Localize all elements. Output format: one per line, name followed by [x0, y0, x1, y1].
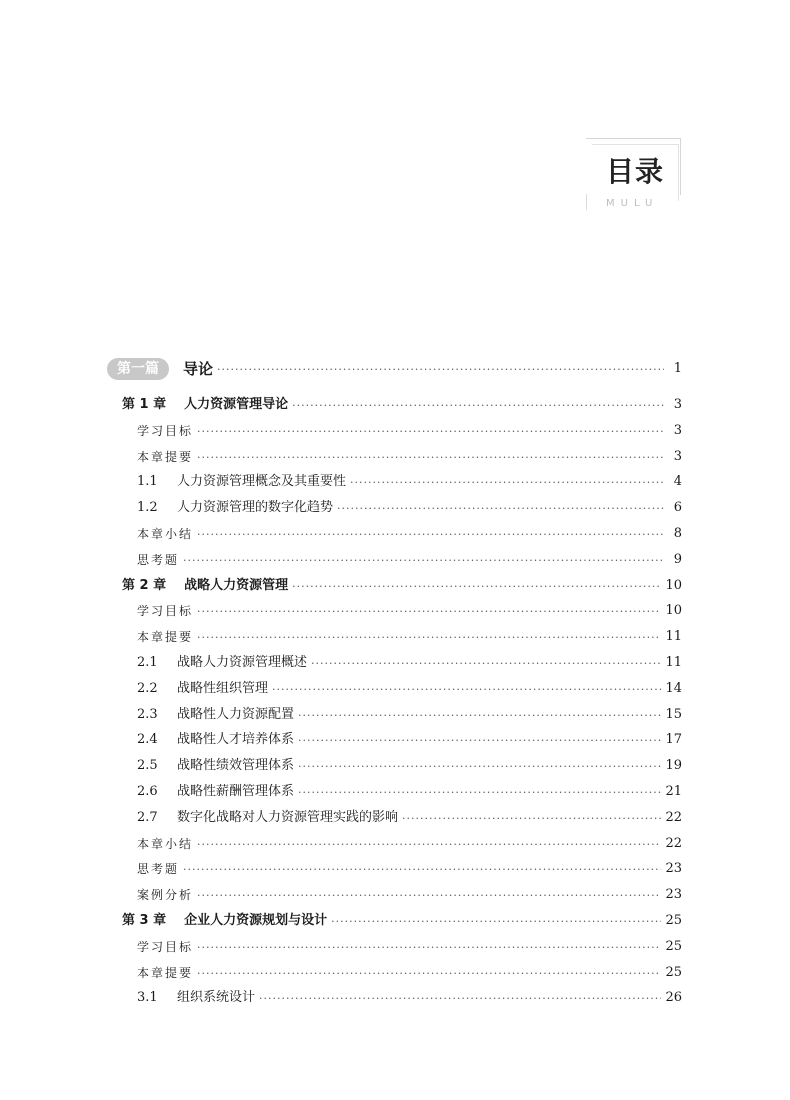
section-title: 数字化战略对人力资源管理实践的影响: [177, 809, 399, 825]
section-title: 组织系统设计: [177, 990, 256, 1006]
page-number: 3: [673, 422, 682, 438]
leader-dots: [298, 730, 661, 750]
section-title: 人力资源管理概念及其重要性: [177, 474, 347, 490]
page-number: 19: [665, 758, 682, 774]
section-number: 2.5: [137, 758, 158, 774]
page-number: 21: [665, 784, 682, 799]
leader-dots: [298, 782, 661, 802]
page-number: 25: [665, 938, 682, 954]
chapter-number: 第 1 章: [122, 397, 167, 412]
section-number: 2.7: [137, 809, 158, 825]
section-title: 战略性绩效管理体系: [177, 758, 295, 774]
page-number: 10: [665, 603, 682, 619]
section-title: 本章提要: [137, 630, 194, 645]
section-title: 思考题: [137, 552, 180, 567]
page-number: 11: [665, 629, 682, 645]
leader-dots: [197, 963, 661, 983]
toc-label-row[interactable]: [137, 859, 682, 879]
section-title: 本章提要: [137, 965, 194, 980]
toc-section-row[interactable]: [137, 988, 682, 1008]
toc-section-row[interactable]: [137, 705, 682, 725]
section-title: 战略人力资源管理概述: [177, 655, 308, 670]
leader-dots: [217, 359, 664, 379]
toc-chapter-row[interactable]: [122, 395, 682, 415]
toc-section-row[interactable]: [137, 730, 682, 750]
leader-dots: [298, 705, 661, 725]
page-number: 23: [665, 887, 682, 903]
toc-section-row[interactable]: [137, 782, 682, 802]
toc-section-row[interactable]: [137, 653, 682, 673]
part-title: 导论: [183, 360, 214, 378]
leader-dots: [183, 550, 664, 570]
page-number: 10: [665, 577, 682, 593]
page-number: 9: [673, 551, 682, 567]
section-title: 本章小结: [137, 527, 194, 541]
toc-label-row[interactable]: [137, 627, 682, 647]
page-number: 26: [665, 990, 682, 1006]
toc-chapter-row[interactable]: [122, 911, 682, 931]
section-title: 战略性人力资源配置: [177, 706, 295, 722]
page-number: 15: [665, 706, 682, 722]
section-title: 战略性薪酬管理体系: [177, 784, 295, 799]
leader-dots: [272, 679, 661, 699]
toc-section-row[interactable]: [137, 808, 682, 828]
leader-dots: [298, 756, 661, 776]
section-title: 战略性组织管理: [177, 680, 269, 696]
section-title: 学习目标: [137, 604, 194, 619]
section-title: 战略性人才培养体系: [177, 732, 295, 748]
leader-dots: [402, 808, 661, 828]
toc-label-row[interactable]: [137, 937, 682, 957]
leader-dots: [337, 498, 664, 518]
section-title: 学习目标: [137, 939, 194, 954]
section-title: 学习目标: [137, 423, 194, 438]
part-page: 1: [673, 361, 682, 376]
toc-part-row[interactable]: [107, 359, 682, 379]
toc-subtitle: MULU: [606, 198, 659, 209]
leader-dots: [331, 911, 661, 931]
leader-dots: [311, 653, 661, 673]
section-title: 本章提要: [137, 449, 194, 464]
section-number: 2.2: [137, 680, 158, 696]
toc-title: 目录: [606, 155, 665, 188]
toc-label-row[interactable]: [137, 601, 682, 621]
page-number: 23: [665, 861, 682, 877]
section-number: 1.2: [137, 500, 158, 516]
toc-title-box: [586, 138, 681, 210]
section-title: 思考题: [137, 862, 180, 877]
section-number: 2.1: [137, 655, 158, 670]
leader-dots: [183, 859, 661, 879]
leader-dots: [197, 524, 664, 544]
page-number: 6: [673, 500, 682, 516]
leader-dots: [259, 988, 661, 1008]
page-number: 25: [665, 913, 682, 928]
chapter-title: 战略人力资源管理: [184, 577, 289, 593]
toc-chapter-row[interactable]: [122, 576, 682, 596]
toc-label-row[interactable]: [137, 447, 682, 467]
leader-dots: [350, 472, 664, 492]
section-number: 3.1: [137, 990, 158, 1006]
toc-label-row[interactable]: [137, 524, 682, 544]
leader-dots: [197, 421, 664, 441]
toc-section-row[interactable]: [137, 472, 682, 492]
section-number: 1.1: [137, 474, 158, 490]
chapter-title: 企业人力资源规划与设计: [184, 913, 328, 928]
title-frame-line: [586, 194, 587, 210]
leader-dots: [197, 937, 661, 957]
section-number: 2.4: [137, 732, 158, 748]
chapter-number: 第 2 章: [122, 577, 167, 593]
leader-dots: [292, 576, 661, 596]
toc-section-row[interactable]: [137, 756, 682, 776]
page-number: 3: [673, 448, 682, 464]
page-number: 17: [665, 732, 682, 748]
page-number: 22: [665, 835, 682, 851]
toc-label-row[interactable]: [137, 421, 682, 441]
leader-dots: [197, 627, 661, 647]
toc-label-row[interactable]: [137, 963, 682, 983]
page-number: 22: [665, 809, 682, 825]
section-title: 人力资源管理的数字化趋势: [177, 500, 334, 516]
page-number: 14: [665, 680, 682, 696]
leader-dots: [197, 834, 661, 854]
leader-dots: [292, 395, 664, 415]
section-title: 本章小结: [137, 836, 194, 851]
toc-section-row[interactable]: [137, 679, 682, 699]
part-badge: 第一篇: [107, 358, 169, 380]
chapter-number: 第 3 章: [122, 913, 167, 928]
section-number: 2.3: [137, 706, 158, 722]
toc-label-row[interactable]: [137, 550, 682, 570]
leader-dots: [197, 885, 661, 905]
section-number: 2.6: [137, 784, 158, 799]
section-title: 案例分析: [137, 888, 194, 903]
leader-dots: [197, 601, 661, 621]
page-number: 4: [673, 474, 682, 490]
chapter-title: 人力资源管理导论: [184, 397, 289, 412]
page-number: 25: [665, 964, 682, 980]
toc-label-row[interactable]: [137, 885, 682, 905]
page-number: 8: [673, 526, 682, 541]
toc-label-row[interactable]: [137, 834, 682, 854]
page-number: 3: [673, 397, 682, 412]
leader-dots: [197, 447, 664, 467]
toc-section-row[interactable]: [137, 498, 682, 518]
page-number: 11: [665, 655, 682, 670]
